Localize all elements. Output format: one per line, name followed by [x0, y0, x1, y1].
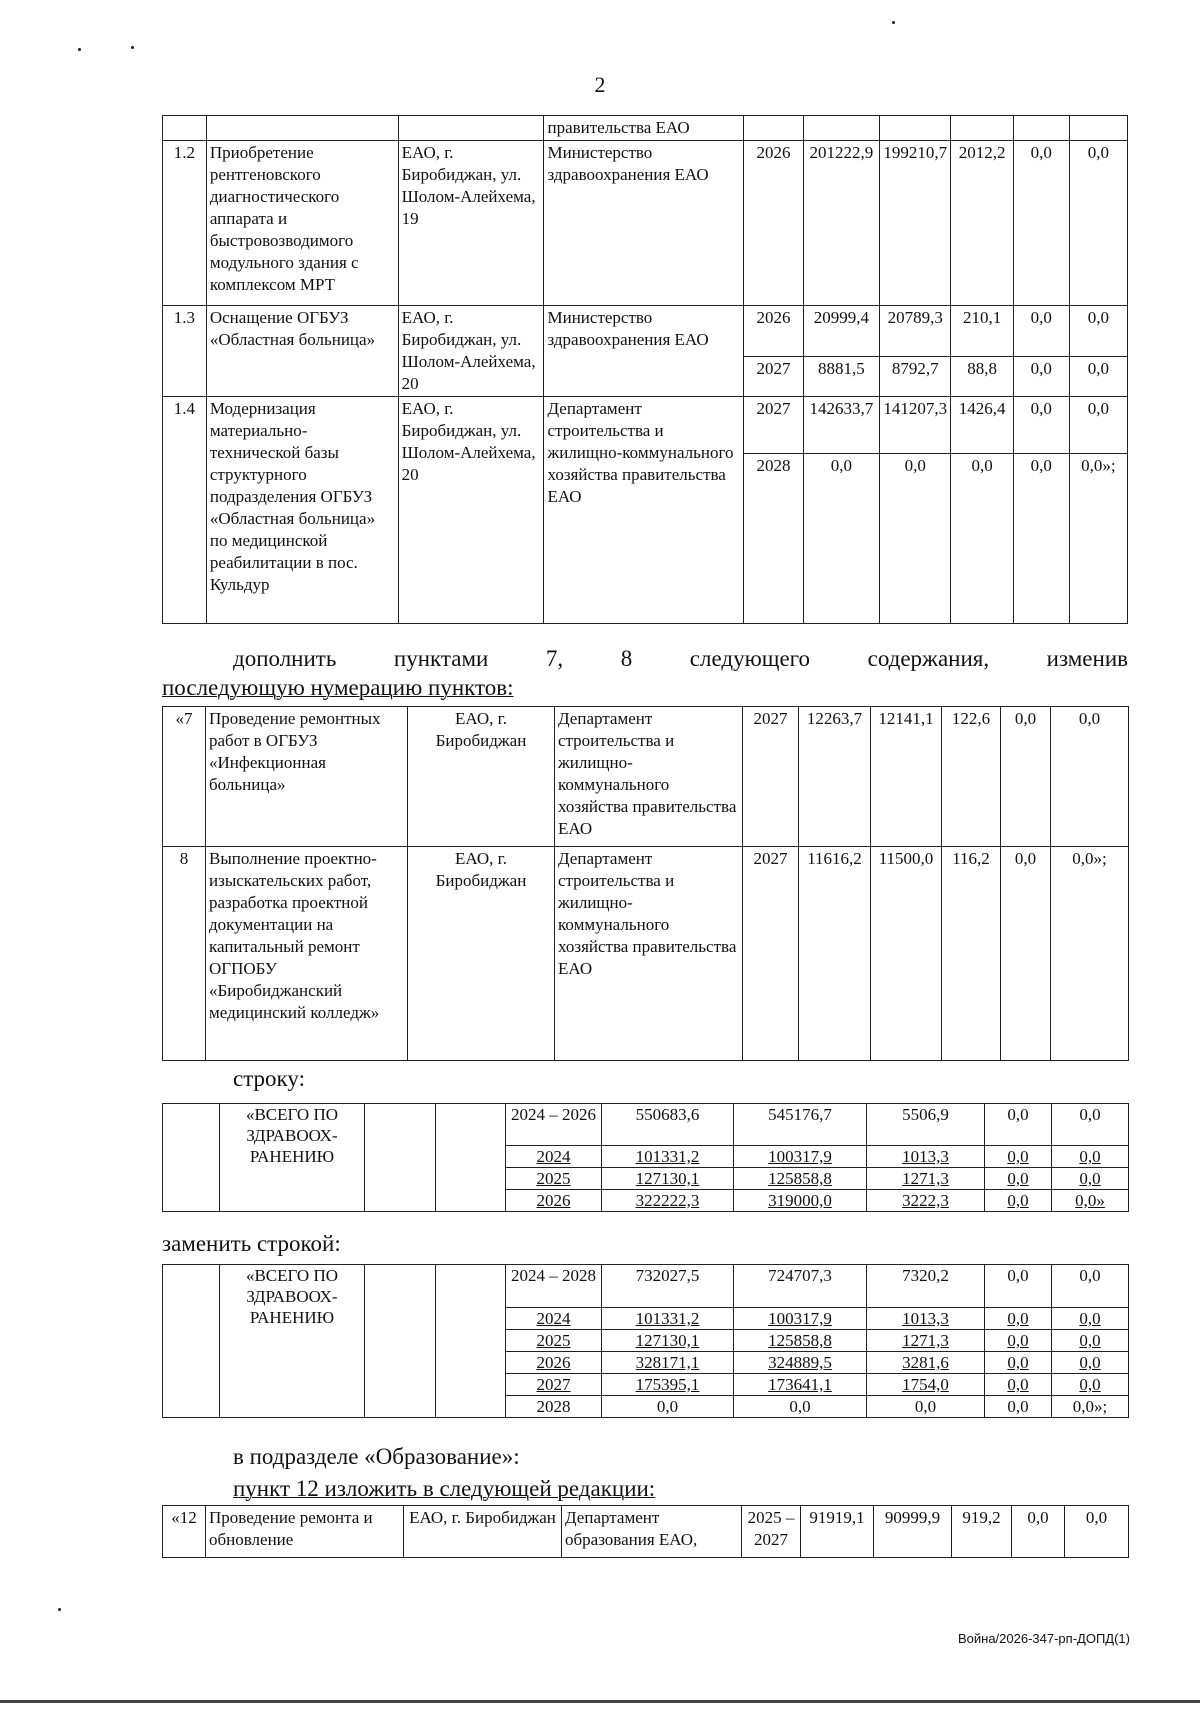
- cell-fed: 100317,9: [734, 1146, 867, 1168]
- cell-reg: 210,1: [951, 306, 1013, 357]
- cell-local: 0,0: [1012, 1506, 1065, 1558]
- cell-year: 2027: [743, 707, 799, 847]
- cell-fed: 100317,9: [734, 1308, 867, 1330]
- cell-other: 0,0: [1052, 1352, 1129, 1374]
- cell-address: ЕАО, г. Биробиджан, ул. Шолом-Алейхема, 20: [398, 397, 544, 624]
- cell-total: 127130,1: [602, 1330, 734, 1352]
- cell-local: 0,0: [985, 1352, 1052, 1374]
- paragraph-row-label: строку:: [233, 1066, 305, 1091]
- cell-reg: 1754,0: [867, 1374, 985, 1396]
- cell-num: 1.2: [163, 141, 207, 306]
- cell-num: 1.3: [163, 306, 207, 397]
- cell-total: 322222,3: [602, 1190, 734, 1212]
- cell-fed: 724707,3: [734, 1265, 867, 1308]
- table-row: [163, 847, 1129, 1061]
- cell-local: 0,0: [985, 1190, 1052, 1212]
- cell-reg: 1271,3: [867, 1330, 985, 1352]
- cell-local: 0,0: [985, 1265, 1052, 1308]
- scan-speck: [78, 48, 81, 51]
- cell-name: Оснащение ОГБУЗ «Областная больница»: [206, 306, 398, 397]
- paragraph-replace-with: заменить строкой:: [162, 1231, 341, 1256]
- paragraph-education-section: в подразделе «Образование»:: [233, 1444, 520, 1469]
- cell-address: ЕАО, г. Биробиджан, ул. Шолом-Алейхема, 19: [398, 141, 544, 306]
- cell-num: «7: [163, 707, 206, 847]
- cell-org: Департамент строительства и жилищно-коммунального хозяйства правительства ЕАО: [555, 707, 743, 847]
- cell-year: 2025 – 2027: [742, 1506, 801, 1558]
- cell-period: 2024 – 2026: [506, 1104, 602, 1146]
- cell-period: 2026: [506, 1352, 602, 1374]
- cell-other: 0,0: [1052, 1104, 1129, 1146]
- cell-period: 2027: [506, 1374, 602, 1396]
- cell-period: 2024: [506, 1146, 602, 1168]
- cell-fed: 319000,0: [734, 1190, 867, 1212]
- cell-total: 12263,7: [799, 707, 871, 847]
- cell-total: 201222,9: [803, 141, 880, 306]
- cell-period: 2028: [506, 1396, 602, 1418]
- cell-total: 732027,5: [602, 1265, 734, 1308]
- cell-year: 2026: [744, 306, 803, 357]
- cell-org: Министерство здравоохранения ЕАО: [544, 306, 744, 397]
- cell-reg: 2012,2: [951, 141, 1013, 306]
- cell-reg: 116,2: [942, 847, 1001, 1061]
- cell-local: 0,0: [985, 1104, 1052, 1146]
- table-row: [163, 116, 1128, 141]
- cell-total: 0,0: [803, 454, 880, 624]
- table-row: [163, 306, 1128, 357]
- cell-total: 127130,1: [602, 1168, 734, 1190]
- cell-reg: 0,0: [951, 454, 1013, 624]
- cell-fed: 11500,0: [871, 847, 942, 1061]
- cell-other: 0,0: [1052, 1168, 1129, 1190]
- table-row: [163, 141, 1128, 306]
- cell-other: 0,0: [1069, 306, 1127, 357]
- cell-fed: 0,0: [734, 1396, 867, 1418]
- scan-speck: [892, 21, 895, 24]
- cell-fed: 141207,3: [880, 397, 951, 454]
- cell-org: правительства ЕАО: [544, 116, 744, 141]
- cell-total: 101331,2: [602, 1308, 734, 1330]
- cell-org: Министерство здравоохранения ЕАО: [544, 141, 744, 306]
- cell-fed: 20789,3: [880, 306, 951, 357]
- cell-num: «12: [163, 1506, 206, 1558]
- cell-period: 2024 – 2028: [506, 1265, 602, 1308]
- cell-other: 0,0»: [1052, 1190, 1129, 1212]
- table-row: [163, 1104, 1129, 1146]
- cell-fed: 199210,7: [880, 141, 951, 306]
- cell-year: 2028: [744, 454, 803, 624]
- cell-org: Департамент строительства и жилищно-коммунального хозяйства правительства ЕАО: [544, 397, 744, 624]
- cell-total: 0,0: [602, 1396, 734, 1418]
- cell-year: 2027: [743, 847, 799, 1061]
- cell-fed: 125858,8: [734, 1168, 867, 1190]
- cell-fed: 8792,7: [880, 357, 951, 397]
- cell-address: ЕАО, г. Биробиджан: [408, 707, 555, 847]
- cell-local: 0,0: [1013, 397, 1069, 454]
- cell-label: «ВСЕГО ПО ЗДРАВООХ-РАНЕНИЮ: [220, 1104, 365, 1212]
- cell-name: Проведение ремонта и обновление: [206, 1506, 404, 1558]
- cell-name: Выполнение проектно-изыскательских работ, разработка проектной документации на капитальный ремонт ОГПОБУ «Биробиджанский медицинский колледж»: [206, 847, 408, 1061]
- cell-other: 0,0: [1069, 357, 1127, 397]
- cell-period: 2025: [506, 1330, 602, 1352]
- cell-reg: 1271,3: [867, 1168, 985, 1190]
- cell-reg: 88,8: [951, 357, 1013, 397]
- cell-period: 2025: [506, 1168, 602, 1190]
- cell-fed: 324889,5: [734, 1352, 867, 1374]
- cell-total: 175395,1: [602, 1374, 734, 1396]
- paragraph-add-items-line2: последующую нумерацию пунктов:: [162, 675, 514, 700]
- cell-total: 91919,1: [801, 1506, 874, 1558]
- cell-other: 0,0: [1052, 1265, 1129, 1308]
- cell-fed: 0,0: [880, 454, 951, 624]
- cell-total: 142633,7: [803, 397, 880, 454]
- cell-local: 0,0: [985, 1330, 1052, 1352]
- document-code: Война/2026-347-рп-ДОПД(1): [957, 1631, 1130, 1646]
- cell-other: 0,0»;: [1052, 1396, 1129, 1418]
- table-row: [163, 707, 1129, 847]
- cell-local: 0,0: [1001, 707, 1051, 847]
- cell-other: 0,0»;: [1051, 847, 1129, 1061]
- cell-reg: 7320,2: [867, 1265, 985, 1308]
- cell-reg: 1013,3: [867, 1146, 985, 1168]
- cell-reg: 1013,3: [867, 1308, 985, 1330]
- cell-other: 0,0: [1051, 707, 1129, 847]
- cell-other: 0,0: [1065, 1506, 1129, 1558]
- cell-reg: 1426,4: [951, 397, 1013, 454]
- table-row: [163, 1506, 1129, 1558]
- cell-local: 0,0: [985, 1308, 1052, 1330]
- cell-year: 2026: [744, 141, 803, 306]
- cell-local: 0,0: [1013, 357, 1069, 397]
- table-row: [163, 397, 1128, 454]
- cell-year: 2027: [744, 357, 803, 397]
- cell-other: 0,0: [1069, 397, 1127, 454]
- cell-local: 0,0: [985, 1168, 1052, 1190]
- cell-period: 2024: [506, 1308, 602, 1330]
- cell-reg: 3281,6: [867, 1352, 985, 1374]
- cell-other: 0,0: [1069, 141, 1127, 306]
- cell-fed: 12141,1: [871, 707, 942, 847]
- cell-other: 0,0: [1052, 1374, 1129, 1396]
- cell-total: 8881,5: [803, 357, 880, 397]
- table-new-items: [162, 706, 1129, 1061]
- cell-local: 0,0: [1013, 306, 1069, 357]
- cell-org: Департамент строительства и жилищно-коммунального хозяйства правительства ЕАО: [555, 847, 743, 1061]
- cell-address: ЕАО, г. Биробиджан: [408, 847, 555, 1061]
- table-projects-continued: [162, 115, 1128, 624]
- cell-total: 550683,6: [602, 1104, 734, 1146]
- cell-year: 2027: [744, 397, 803, 454]
- table-new-total: [162, 1264, 1129, 1418]
- paragraph-item-12: пункт 12 изложить в следующей редакции:: [233, 1476, 656, 1501]
- cell-num: 1.4: [163, 397, 207, 624]
- cell-name: Модернизация материально-технической базы структурного подразделения ОГБУЗ «Областная больница» по медицинской реабилитации в пос. Кульдур: [206, 397, 398, 624]
- cell-reg: 5506,9: [867, 1104, 985, 1146]
- cell-address: ЕАО, г. Биробиджан: [404, 1506, 562, 1558]
- table-item-12: [162, 1505, 1129, 1558]
- cell-name: Приобретение рентгеновского диагностического аппарата и быстровозводимого модульного здания с комплексом МРТ: [206, 141, 398, 306]
- cell-other: 0,0: [1052, 1330, 1129, 1352]
- scan-speck: [58, 1608, 61, 1611]
- table-old-total: [162, 1103, 1129, 1212]
- cell-total: 328171,1: [602, 1352, 734, 1374]
- cell-local: 0,0: [1013, 141, 1069, 306]
- cell-fed: 90999,9: [874, 1506, 952, 1558]
- cell-reg: 3222,3: [867, 1190, 985, 1212]
- cell-local: 0,0: [985, 1374, 1052, 1396]
- cell-name: Проведение ремонтных работ в ОГБУЗ «Инфекционная больница»: [206, 707, 408, 847]
- cell-other: 0,0: [1052, 1308, 1129, 1330]
- cell-period: 2026: [506, 1190, 602, 1212]
- cell-other: 0,0: [1052, 1146, 1129, 1168]
- cell-total: 20999,4: [803, 306, 880, 357]
- cell-total: 11616,2: [799, 847, 871, 1061]
- cell-org: Департамент образования ЕАО,: [562, 1506, 742, 1558]
- cell-num: 8: [163, 847, 206, 1061]
- page-number: 2: [594, 72, 606, 97]
- cell-reg: 122,6: [942, 707, 1001, 847]
- cell-local: 0,0: [985, 1146, 1052, 1168]
- cell-fed: 173641,1: [734, 1374, 867, 1396]
- table-row: [163, 1265, 1129, 1308]
- cell-label: «ВСЕГО ПО ЗДРАВООХ-РАНЕНИЮ: [220, 1265, 365, 1418]
- cell-local: 0,0: [1013, 454, 1069, 624]
- cell-local: 0,0: [1001, 847, 1051, 1061]
- cell-fed: 125858,8: [734, 1330, 867, 1352]
- page-bottom-edge: [0, 1700, 1200, 1703]
- cell-reg: 919,2: [952, 1506, 1012, 1558]
- cell-reg: 0,0: [867, 1396, 985, 1418]
- cell-local: 0,0: [985, 1396, 1052, 1418]
- cell-total: 101331,2: [602, 1146, 734, 1168]
- cell-address: ЕАО, г. Биробиджан, ул. Шолом-Алейхема, 20: [398, 306, 544, 397]
- cell-other: 0,0»;: [1069, 454, 1127, 624]
- scan-speck: [131, 46, 134, 49]
- cell-fed: 545176,7: [734, 1104, 867, 1146]
- paragraph-add-items-line1: дополнить пунктами 7, 8 следующего содержания, изменив: [233, 646, 1128, 671]
